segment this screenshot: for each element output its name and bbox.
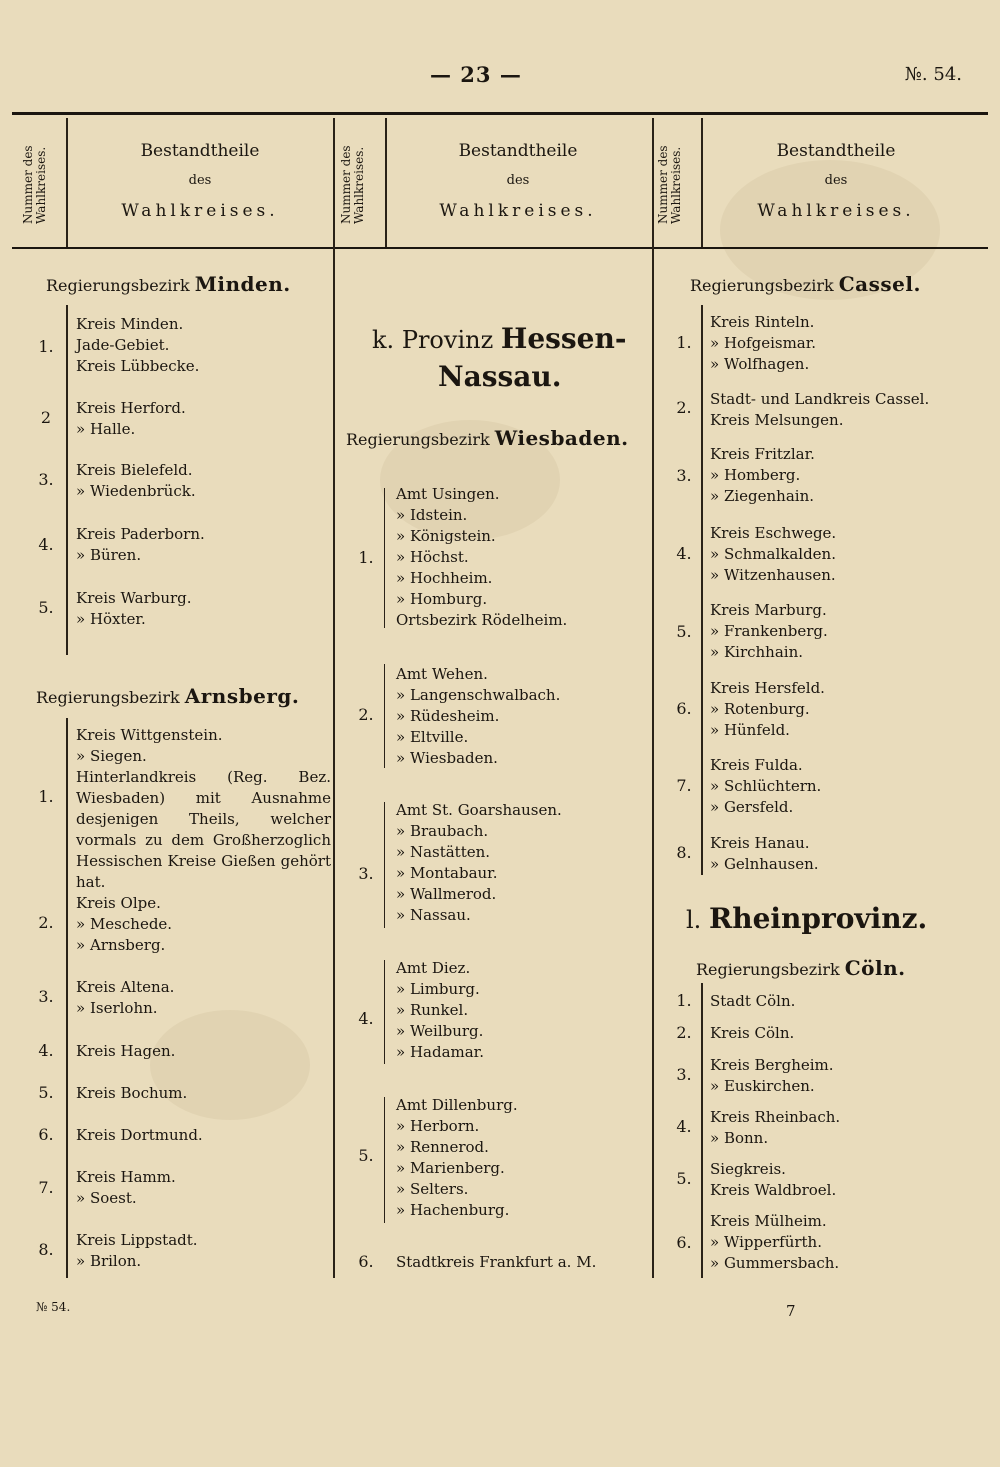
divider <box>385 118 387 247</box>
entry-text: Kreis Hersfeld. » Rotenburg. » Hünfeld. <box>710 679 825 739</box>
header-rule <box>12 247 988 249</box>
entry-number: 4. <box>676 1117 692 1136</box>
divider <box>66 118 68 247</box>
brace <box>384 488 390 628</box>
page-number: — 23 — <box>430 62 522 87</box>
entry-text: Kreis Altena. » Iserlohn. <box>76 978 175 1017</box>
entry-text: Kreis Minden. Jade-Gebiet. Kreis Lübbecke. <box>76 315 200 375</box>
divider <box>66 718 68 1278</box>
column-header-title: Bestandtheile des Wahlkreises. <box>757 141 915 221</box>
entry-text: Amt Wehen. » Langenschwalbach. » Rüdesheim. » Eltville. » Wiesbaden. <box>396 665 561 767</box>
entry-number: 5. <box>358 1146 374 1165</box>
entry-number: 1. <box>38 787 54 806</box>
column-header-title: Bestandtheile des Wahlkreises. <box>439 141 597 221</box>
entry-text: Kreis Bochum. <box>76 1084 188 1102</box>
entry-text: Stadt- und Landkreis Cassel. Kreis Melsungen. <box>710 390 930 429</box>
entry-text: Kreis Dortmund. <box>76 1126 203 1144</box>
entry-number: 5. <box>676 1169 692 1188</box>
province-heading-line2: Nassau. <box>438 360 562 393</box>
entry-text: Kreis Olpe. » Meschede. » Arnsberg. <box>76 894 173 954</box>
entry-number: 4. <box>38 535 54 554</box>
entry-text: Kreis Hagen. <box>76 1042 176 1060</box>
entry-text: Kreis Rinteln. » Hofgeismar. » Wolfhagen. <box>710 313 817 373</box>
column-header-number: Nummer des Wahlkreises. <box>656 145 683 225</box>
entry-text: Kreis Eschwege. » Schmalkalden. » Witzenhausen. <box>710 524 837 584</box>
entry-number: 4. <box>38 1041 54 1060</box>
entry-text: Kreis Hamm. » Soest. <box>76 1168 176 1207</box>
entry-number: 2. <box>38 913 54 932</box>
entry-text: Kreis Bielefeld. » Wiedenbrück. <box>76 461 196 500</box>
entry-text: Amt St. Goarshausen. » Braubach. » Nastätten. » Montabaur. » Wallmerod. » Nassau. <box>396 801 562 924</box>
document-number: №. 54. <box>904 64 962 85</box>
entry-number: 6. <box>358 1252 374 1271</box>
entry-text: Hinterlandkreis (Reg. Bez. Wiesbaden) mit Ausnahme desjenigen Theils, welcher vormals zu dem Großherzoglich Hessischen Kreise Gießen gehört hat. <box>76 768 331 891</box>
entry-number: 1. <box>38 337 54 356</box>
bezirk-heading-coeln: Regierungsbezirk Cöln. <box>696 956 906 980</box>
entry-number: 4. <box>358 1009 374 1028</box>
entry-number: 2. <box>676 1023 692 1042</box>
entry-number: 3. <box>676 1065 692 1084</box>
province-heading-rheinprovinz: l. Rheinprovinz. <box>686 902 928 935</box>
entry-number: 5. <box>676 622 692 641</box>
entry-text: Stadt Cöln. <box>710 992 796 1010</box>
top-rule <box>12 112 988 115</box>
column-header-number: Nummer des Wahlkreises. <box>21 145 48 225</box>
entry-text: Kreis Hanau. » Gelnhausen. <box>710 834 819 873</box>
entry-number: 3. <box>38 470 54 489</box>
entry-text: Kreis Bergheim. » Euskirchen. <box>710 1056 834 1095</box>
entry-number: 7. <box>38 1178 54 1197</box>
entry-number: 1. <box>676 991 692 1010</box>
entry-text: Kreis Paderborn. » Büren. <box>76 525 205 564</box>
entry-number: 5. <box>38 598 54 617</box>
bezirk-heading-minden: Regierungsbezirk Minden. <box>46 272 291 296</box>
entry-text: Kreis Fulda. » Schlüchtern. » Gersfeld. <box>710 756 822 816</box>
bezirk-heading-arnsberg: Regierungsbezirk Arnsberg. <box>36 684 300 708</box>
entry-number: 4. <box>676 544 692 563</box>
entry-number: 3. <box>38 987 54 1006</box>
entry-number: 2. <box>358 705 374 724</box>
entry-number: 2 <box>40 408 52 427</box>
entry-text: Amt Diez. » Limburg. » Runkel. » Weilburg. » Hadamar. <box>396 959 484 1061</box>
entry-number: 2. <box>676 398 692 417</box>
entry-number: 6. <box>38 1125 54 1144</box>
entry-text: Kreis Warburg. » Höxter. <box>76 589 192 628</box>
entry-text: Kreis Herford. » Halle. <box>76 399 186 438</box>
entry-text: Amt Usingen. » Idstein. » Königstein. » Höchst. » Hochheim. » Homburg. Ortsbezirk Rödelheim. <box>396 485 568 629</box>
province-heading-hessen-nassau: k. Provinz Hessen- <box>372 322 627 355</box>
entry-number: 7. <box>676 776 692 795</box>
entry-text: Kreis Wittgenstein. » Siegen. <box>76 726 223 765</box>
brace <box>384 664 390 768</box>
divider <box>66 305 68 655</box>
column-header-title: Bestandtheile des Wahlkreises. <box>121 141 279 221</box>
divider <box>652 118 654 1278</box>
entry-number: 6. <box>676 699 692 718</box>
entry-number: 3. <box>358 864 374 883</box>
bezirk-heading-wiesbaden: Regierungsbezirk Wiesbaden. <box>346 426 629 450</box>
entry-text: Siegkreis. Kreis Waldbroel. <box>710 1160 837 1199</box>
entry-number: 8. <box>676 843 692 862</box>
entry-number: 8. <box>38 1240 54 1259</box>
brace <box>384 802 390 928</box>
entry-text: Kreis Cöln. <box>710 1024 795 1042</box>
brace <box>384 1097 390 1223</box>
bezirk-heading-cassel: Regierungsbezirk Cassel. <box>690 272 921 296</box>
entry-text: Stadtkreis Frankfurt a. M. <box>396 1253 597 1271</box>
entry-number: 1. <box>358 548 374 567</box>
entry-text: Amt Dillenburg. » Herborn. » Rennerod. » Marienberg. » Selters. » Hachenburg. <box>396 1096 518 1219</box>
entry-text: Kreis Mülheim. » Wipperfürth. » Gummersbach. <box>710 1212 840 1272</box>
divider <box>701 118 703 247</box>
entry-number: 6. <box>676 1233 692 1252</box>
entry-text: Kreis Rheinbach. » Bonn. <box>710 1108 841 1147</box>
divider <box>333 118 335 1278</box>
column-header-number: Nummer des Wahlkreises. <box>339 145 366 225</box>
entry-number: 5. <box>38 1083 54 1102</box>
entry-text: Kreis Marburg. » Frankenberg. » Kirchhain. <box>710 601 828 661</box>
footer-signature: 7 <box>786 1302 796 1320</box>
entry-text: Kreis Fritzlar. » Homberg. » Ziegenhain. <box>710 445 815 505</box>
entry-number: 3. <box>676 466 692 485</box>
entry-number: 1. <box>676 333 692 352</box>
brace <box>384 960 390 1064</box>
entry-text: Kreis Lippstadt. » Brilon. <box>76 1231 198 1270</box>
footer-document-number: № 54. <box>36 1300 71 1314</box>
